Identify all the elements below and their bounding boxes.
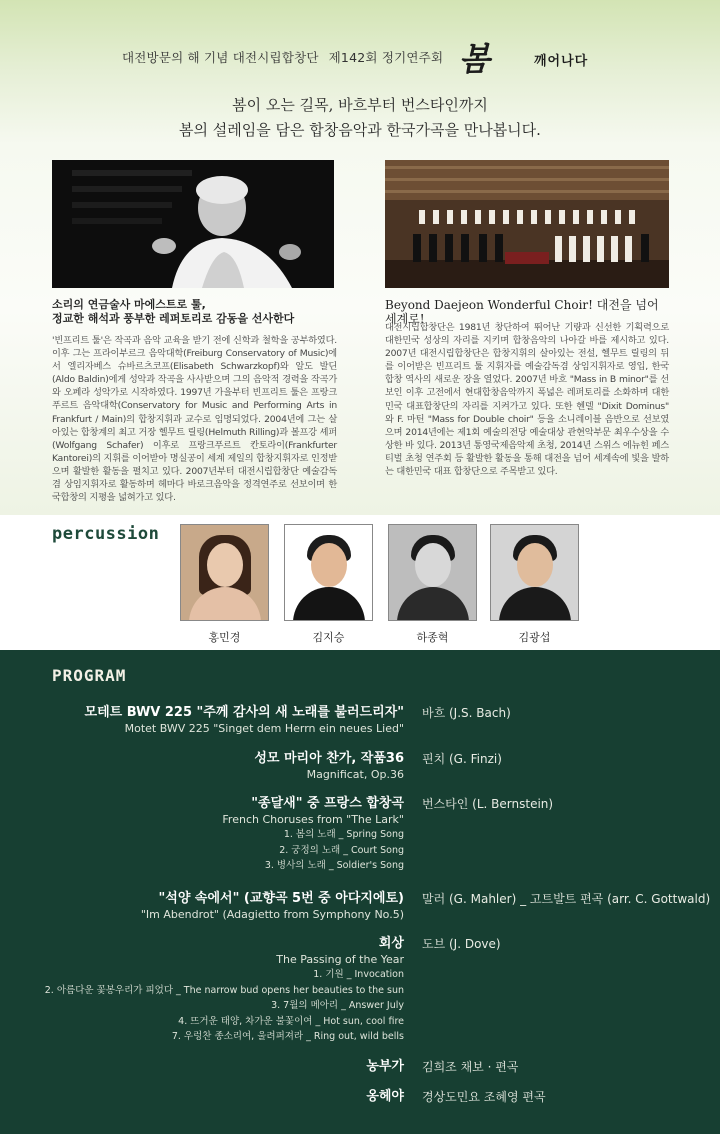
work-title-kr: 모테트 BWV 225 "주께 감사의 새 노래를 불러드리자" [84, 705, 404, 720]
program-work [45, 935, 404, 1045]
choir-photo [385, 160, 669, 288]
conductor-bio: '빈프리트 툴'은 작곡과 음악 교육을 받기 전에 신학과 철학을 공부하였다. 이후 그는 프라이부르크 음악대학(Freiburg Conservatory of Music)에서 엘리자베스 슈바르츠코프(Elisabeth Schwarzkopf)와 알도 발딘(Aldo Baldin)에게 성악과 작곡을 사사받으며 그의 음악적 경력을 작곡가와 오페라 성악가로 시작하였다. 1997년 가을부터 빈프리트 툴은 프랑크푸르트 음악대학(Conservatory for Music and Performing Arts in Frankfurt / Main)의 합창지휘과 교수로 임명되었다. 2004년에 그는 살아있는 합창계의 최고 거장 헬무트 릴링(Helmuth Rilling)과 볼프강 셰퍼(Wolfgang Schafer) 이후로 프랑크푸르트 칸토라이(Frankfurter Kantorei)의 지휘를 이어받아 명실공이 세계 제일의 합창지휘자로 인정받으며 활발한 활동을 펼치고 있다. 2007년부터 대전시립합창단 예술감독 겸 상임지휘자로 활동하며 헤마다 바로크음악을 정격연주로 선보이며 한국합창의 지평을 넓혀가고 있다. [52, 335, 337, 504]
work-composer: 핀치 (G. Finzi) [422, 752, 502, 766]
conductor-title-line-2: 정교한 해석과 풍부한 레퍼토리로 감동을 선사한다 [52, 312, 295, 325]
choir-bio: 대전시립합창단은 1981년 창단하여 뛰어난 기량과 신선한 기획력으로 대한민국 성상의 자리를 지키며 합창음악의 나아갈 바를 제시하고 있다. 2007년 대전시립합창단은 합창지휘의 살아있는 전설, 헬무트 릴링의 뒤를 이어받은 빈프리트 툴 지휘자를 예술감독겸 상임지휘자로 영입, 한국 합창 역사의 새로운 장을 열었다. 2007년 바흐 "Mass in B minor"를 선보인 이후 고전에서 현대합창음악까지 폭넓은 레퍼토리를 소화하며 대한민국 대표합창단의 자리를 지켜가고 있다. 또한 헨델 "Dixit Dominus" 와 F. 마틴 "Mass for Double choir" 등을 소니레이블 음반으로 선보였으며 2014년에는 제1회 예술의전당 예술대상 관현악부문 최우수상을 수상한 바 있다. 2013년 통영국제음악제 초청, 2014년 스위스 에뉴힌 페스티벌 초청 연주회 등 활발한 활동을 통해 대전을 넘어 세계속에 빛을 발하는 대한민국 대표 합창단으로 주목받고 있다. [385, 322, 669, 478]
spring-logo: 봄 [456, 40, 496, 78]
program-work [254, 750, 404, 782]
conductor-title-line-1: 소리의 연금술사 마에스트로 툴, [52, 298, 206, 311]
performer-name: 홍민경 [208, 631, 241, 644]
work-composer: 말러 (G. Mahler) _ 고트발트 편곡 (arr. C. Gottwald) [422, 892, 711, 906]
work-title-kr: "석양 속에서" (교향곡 5번 중 아다지에토) [158, 891, 404, 906]
movement: 7. 우렁찬 종소리여, 울려퍼져라 _ Ring out, wild bells [171, 1031, 404, 1042]
performer-name: 김광섭 [518, 631, 551, 644]
performer-photo [388, 524, 477, 621]
headline-line-1: 봄이 오는 길목, 바흐부터 번스타인까지 [232, 96, 488, 114]
work-title-kr: 회상 [378, 936, 404, 951]
performer-card [490, 524, 579, 645]
movement: 4. 뜨거운 태양, 차가운 불꽃이여 _ Hot sun, cool fire [178, 1015, 404, 1027]
choir-title: Beyond Daejeon Wonderful Choir! 대전을 넘어 세계로! [385, 298, 659, 326]
movement: 1. 봄의 노래 _ Spring Song [283, 829, 404, 840]
program-work [366, 1058, 404, 1075]
concert-number: 제142회 정기연주회 [328, 50, 444, 65]
program-work [222, 795, 404, 874]
choir-photo-art [385, 160, 669, 288]
program-work [85, 704, 404, 736]
work-composer: 도브 (J. Dove) [422, 937, 501, 951]
performer-card [180, 524, 269, 645]
performer-photo [284, 524, 373, 621]
work-composer: 번스타인 (L. Bernstein) [422, 797, 554, 811]
work-title-kr: 농부가 [366, 1059, 404, 1074]
work-title-en: Magnificat, Op.36 [306, 768, 404, 781]
work-title-kr: 성모 마리아 찬가, 작품36 [254, 751, 404, 766]
work-composer: 바흐 (J.S. Bach) [422, 706, 511, 720]
work-title-kr: "종달새" 중 프랑스 합창곡 [251, 796, 404, 811]
concert-subtitle [122, 48, 443, 66]
concert-organizer: 대전방문의 해 기념 대전시립합창단 [122, 50, 319, 65]
conductor-title [52, 298, 337, 326]
performer-name: 하종혁 [416, 631, 449, 644]
performer-photo [180, 524, 269, 621]
conductor-photo-art [52, 160, 334, 288]
work-title-kr: 옹헤야 [366, 1089, 404, 1104]
work-title-en: The Passing of the Year [276, 953, 404, 966]
program-section [0, 650, 720, 1134]
work-title-en: Motet BWV 225 "Singet dem Herrn ein neues Lied" [124, 722, 404, 735]
performer-card [284, 524, 373, 645]
conductor-photo [52, 160, 334, 288]
percussion-label: percussion [52, 524, 160, 544]
work-title-en: French Choruses from "The Lark" [222, 813, 404, 826]
movement: 2. 아름다운 꽃봉우리가 피었다 _ The narrow bud opens her beauties to the sun [44, 984, 404, 996]
performer-card [388, 524, 477, 645]
work-title-en: "Im Abendrot" (Adagietto from Symphony No.5) [140, 908, 404, 921]
work-composer: 경상도민요 조혜영 편곡 [422, 1090, 546, 1104]
spring-logo-subtitle: 깨어나다 [534, 54, 589, 69]
headline-line-2: 봄의 설레임을 담은 합창음악과 한국가곡을 만나봅니다. [179, 121, 541, 139]
movement: 1. 기원 _ Invocation [313, 969, 404, 980]
movement: 2. 궁정의 노래 _ Court Song [279, 844, 404, 856]
program-label: PROGRAM [52, 666, 127, 685]
program-work [141, 890, 404, 922]
work-composer: 김희조 채보 · 편곡 [422, 1060, 519, 1074]
program-work [366, 1088, 404, 1105]
performer-name: 김지승 [312, 631, 345, 644]
performer-photo [490, 524, 579, 621]
movement: 3. 7월의 메아리 _ Answer July [271, 1000, 404, 1011]
headline [0, 93, 720, 143]
movement: 3. 병사의 노래 _ Soldier's Song [264, 860, 404, 871]
